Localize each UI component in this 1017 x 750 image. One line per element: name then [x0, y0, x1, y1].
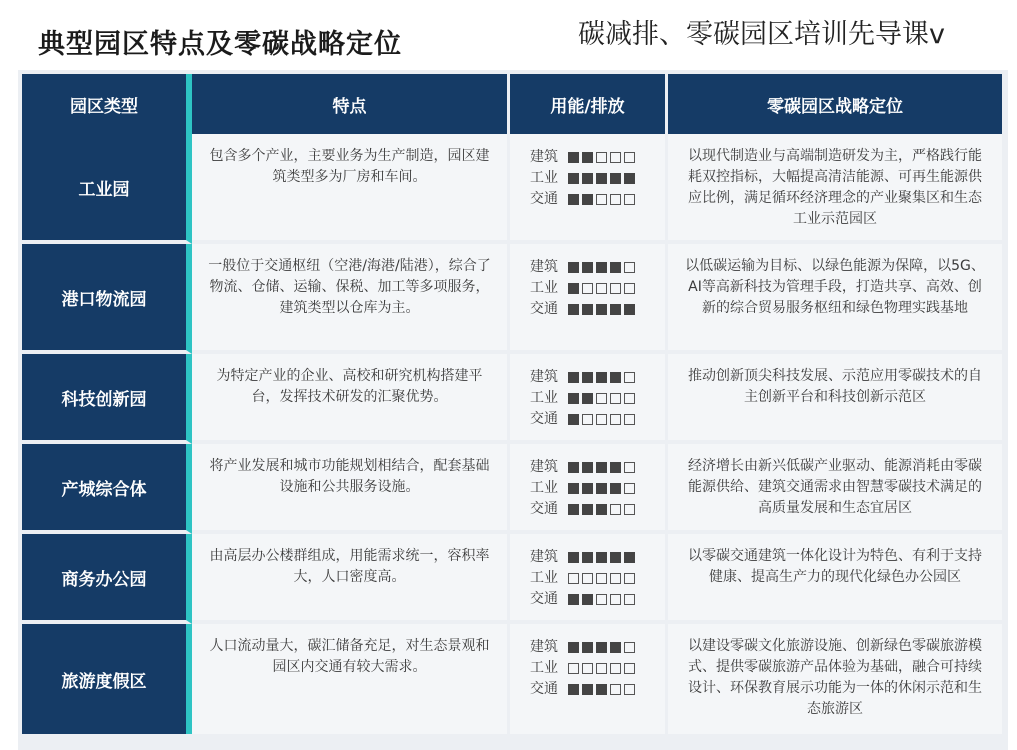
- zone-type-cell: 产城综合体: [22, 444, 192, 534]
- energy-label: 建筑: [530, 459, 558, 475]
- filled-square-icon: [582, 173, 593, 184]
- zone-type-cell: 科技创新园: [22, 354, 192, 444]
- filled-square-icon: [582, 483, 593, 494]
- filled-square-icon: [568, 393, 579, 404]
- features-cell: [192, 534, 510, 624]
- filled-square-icon: [610, 262, 621, 273]
- empty-square-icon: [610, 152, 621, 163]
- empty-square-icon: [610, 414, 621, 425]
- empty-square-icon: [624, 462, 635, 473]
- filled-square-icon: [596, 483, 607, 494]
- empty-square-icon: [610, 663, 621, 674]
- empty-square-icon: [624, 372, 635, 383]
- energy-rating-line: [530, 299, 665, 320]
- energy-label: 交通: [530, 191, 558, 207]
- empty-square-icon: [610, 573, 621, 584]
- empty-square-icon: [582, 283, 593, 294]
- strategy-cell: [668, 534, 1002, 624]
- table-row: [22, 134, 1002, 244]
- filled-square-icon: [596, 552, 607, 563]
- strategy-cell: [668, 244, 1002, 354]
- features-text: 将产业发展和城市功能规划相结合，配套基础设施和公共服务设施。: [209, 458, 490, 495]
- strategy-text: 以低碳运输为目标、以绿色能源为保障，以5G、AI等高新科技为管理手段，打造共享、高效、创新的综合贸易服务枢纽和绿色物理实践基地: [685, 258, 985, 316]
- zone-type-cell: 港口物流园: [22, 244, 192, 354]
- empty-square-icon: [596, 573, 607, 584]
- empty-square-icon: [624, 684, 635, 695]
- empty-square-icon: [596, 414, 607, 425]
- strategy-cell: [668, 444, 1002, 534]
- filled-square-icon: [568, 372, 579, 383]
- energy-cell: [510, 244, 668, 354]
- energy-label: 工业: [530, 570, 558, 586]
- energy-label: 建筑: [530, 549, 558, 565]
- filled-square-icon: [582, 462, 593, 473]
- energy-rating-line: [530, 409, 665, 430]
- energy-label: 交通: [530, 411, 558, 427]
- energy-rating-line: [530, 658, 665, 679]
- empty-square-icon: [624, 194, 635, 205]
- column-header-strategy: 零碳园区战略定位: [668, 74, 1002, 134]
- energy-label: 交通: [530, 681, 558, 697]
- energy-rating-line: [530, 189, 665, 210]
- energy-rating-line: [530, 679, 665, 700]
- empty-square-icon: [624, 393, 635, 404]
- filled-square-icon: [568, 594, 579, 605]
- empty-square-icon: [582, 573, 593, 584]
- empty-square-icon: [582, 663, 593, 674]
- features-text: 包含多个产业，主要业务为生产制造，园区建筑类型多为厂房和车间。: [209, 148, 490, 185]
- filled-square-icon: [596, 372, 607, 383]
- features-cell: [192, 134, 510, 244]
- filled-square-icon: [610, 462, 621, 473]
- filled-square-icon: [568, 262, 579, 273]
- filled-square-icon: [582, 642, 593, 653]
- filled-square-icon: [624, 304, 635, 315]
- strategy-text: 经济增长由新兴低碳产业驱动、能源消耗由零碳能源供给、建筑交通需求由智慧零碳技术满足的高质量发展和生态宜居区: [688, 458, 982, 516]
- filled-square-icon: [568, 483, 579, 494]
- table-row: [22, 444, 1002, 534]
- energy-cell: [510, 534, 668, 624]
- energy-label: 工业: [530, 280, 558, 296]
- energy-cell: [510, 624, 668, 734]
- table-row: [22, 624, 1002, 734]
- table-row: [22, 244, 1002, 354]
- filled-square-icon: [568, 462, 579, 473]
- energy-rating-line: [530, 568, 665, 589]
- filled-square-icon: [596, 642, 607, 653]
- energy-rating-line: [530, 367, 665, 388]
- energy-rating-line: [530, 147, 665, 168]
- energy-rating-line: [530, 257, 665, 278]
- energy-label: 交通: [530, 591, 558, 607]
- energy-cell: [510, 444, 668, 534]
- filled-square-icon: [596, 173, 607, 184]
- energy-rating-line: [530, 478, 665, 499]
- empty-square-icon: [610, 194, 621, 205]
- filled-square-icon: [624, 173, 635, 184]
- energy-label: 工业: [530, 170, 558, 186]
- energy-label: 建筑: [530, 149, 558, 165]
- empty-square-icon: [568, 573, 579, 584]
- table-row: [22, 534, 1002, 624]
- column-header-features: 特点: [192, 74, 510, 134]
- energy-cell: [510, 134, 668, 244]
- energy-label: 工业: [530, 660, 558, 676]
- table-row: [22, 354, 1002, 444]
- zone-type-cell: 旅游度假区: [22, 624, 192, 734]
- filled-square-icon: [596, 504, 607, 515]
- energy-cell: [510, 354, 668, 444]
- filled-square-icon: [568, 304, 579, 315]
- filled-square-icon: [582, 504, 593, 515]
- zone-table: [22, 74, 1002, 734]
- energy-label: 交通: [530, 301, 558, 317]
- column-header-energy: 用能/排放: [510, 74, 668, 134]
- filled-square-icon: [610, 483, 621, 494]
- filled-square-icon: [568, 283, 579, 294]
- filled-square-icon: [568, 504, 579, 515]
- strategy-cell: [668, 134, 1002, 244]
- filled-square-icon: [624, 552, 635, 563]
- filled-square-icon: [610, 642, 621, 653]
- strategy-text: 以建设零碳文化旅游设施、创新绿色零碳旅游模式、提供零碳旅游产品体验为基础，融合可持续设计、环保教育展示功能为一体的休闲示范和生态旅游区: [688, 638, 982, 717]
- filled-square-icon: [610, 372, 621, 383]
- strategy-text: 以现代制造业与高端制造研发为主，严格践行能耗双控指标，大幅提高清洁能源、可再生能源供应比例，满足循环经济理念的产业聚集区和生态工业示范园区: [688, 148, 982, 227]
- filled-square-icon: [610, 552, 621, 563]
- empty-square-icon: [624, 283, 635, 294]
- features-cell: [192, 624, 510, 734]
- strategy-cell: [668, 354, 1002, 444]
- empty-square-icon: [596, 152, 607, 163]
- empty-square-icon: [624, 642, 635, 653]
- filled-square-icon: [582, 262, 593, 273]
- empty-square-icon: [624, 483, 635, 494]
- empty-square-icon: [624, 414, 635, 425]
- empty-square-icon: [624, 663, 635, 674]
- empty-square-icon: [610, 504, 621, 515]
- filled-square-icon: [582, 684, 593, 695]
- filled-square-icon: [568, 414, 579, 425]
- empty-square-icon: [624, 594, 635, 605]
- strategy-text: 以零碳交通建筑一体化设计为特色、有利于支持健康、提高生产力的现代化绿色办公园区: [688, 548, 982, 585]
- empty-square-icon: [610, 283, 621, 294]
- filled-square-icon: [568, 552, 579, 563]
- energy-rating-line: [530, 547, 665, 568]
- energy-label: 工业: [530, 390, 558, 406]
- filled-square-icon: [568, 684, 579, 695]
- empty-square-icon: [610, 594, 621, 605]
- filled-square-icon: [582, 393, 593, 404]
- filled-square-icon: [596, 462, 607, 473]
- strategy-cell: [668, 624, 1002, 734]
- filled-square-icon: [568, 642, 579, 653]
- filled-square-icon: [582, 372, 593, 383]
- features-text: 人口流动量大，碳汇储备充足，对生态景观和园区内交通有较大需求。: [209, 638, 490, 675]
- empty-square-icon: [596, 283, 607, 294]
- empty-square-icon: [568, 663, 579, 674]
- empty-square-icon: [596, 194, 607, 205]
- zone-type-cell: 商务办公园: [22, 534, 192, 624]
- empty-square-icon: [596, 594, 607, 605]
- energy-label: 交通: [530, 501, 558, 517]
- zone-type-cell: 工业园: [22, 134, 192, 244]
- filled-square-icon: [596, 684, 607, 695]
- energy-rating-line: [530, 388, 665, 409]
- filled-square-icon: [582, 304, 593, 315]
- empty-square-icon: [624, 573, 635, 584]
- filled-square-icon: [582, 594, 593, 605]
- filled-square-icon: [610, 173, 621, 184]
- features-text: 由高层办公楼群组成，用能需求统一，容积率大，人口密度高。: [209, 548, 490, 585]
- features-text: 为特定产业的企业、高校和研究机构搭建平台，发挥技术研发的汇聚优势。: [216, 368, 483, 405]
- filled-square-icon: [568, 173, 579, 184]
- filled-square-icon: [568, 194, 579, 205]
- filled-square-icon: [582, 552, 593, 563]
- empty-square-icon: [610, 684, 621, 695]
- features-cell: [192, 244, 510, 354]
- filled-square-icon: [582, 152, 593, 163]
- empty-square-icon: [624, 152, 635, 163]
- empty-square-icon: [610, 393, 621, 404]
- energy-rating-line: [530, 168, 665, 189]
- energy-label: 建筑: [530, 639, 558, 655]
- energy-label: 建筑: [530, 259, 558, 275]
- features-cell: [192, 354, 510, 444]
- energy-label: 工业: [530, 480, 558, 496]
- filled-square-icon: [582, 194, 593, 205]
- energy-rating-line: [530, 278, 665, 299]
- page-title: 典型园区特点及零碳战略定位: [38, 29, 402, 60]
- strategy-text: 推动创新顶尖科技发展、示范应用零碳技术的自主创新平台和科技创新示范区: [688, 368, 982, 405]
- energy-rating-line: [530, 499, 665, 520]
- filled-square-icon: [610, 304, 621, 315]
- empty-square-icon: [596, 393, 607, 404]
- energy-rating-line: [530, 637, 665, 658]
- energy-rating-line: [530, 589, 665, 610]
- empty-square-icon: [596, 663, 607, 674]
- features-cell: [192, 444, 510, 534]
- empty-square-icon: [624, 262, 635, 273]
- empty-square-icon: [624, 504, 635, 515]
- column-header-type: 园区类型: [22, 74, 192, 134]
- course-title: 碳减排、零碳园区培训先导课v: [578, 19, 945, 50]
- filled-square-icon: [596, 304, 607, 315]
- features-text: 一般位于交通枢纽（空港/海港/陆港），综合了物流、仓储、运输、保税、加工等多项服务，建筑类型以仓库为主。: [208, 258, 491, 316]
- energy-label: 建筑: [530, 369, 558, 385]
- filled-square-icon: [596, 262, 607, 273]
- table-header-row: [22, 74, 1002, 134]
- empty-square-icon: [582, 414, 593, 425]
- filled-square-icon: [568, 152, 579, 163]
- energy-rating-line: [530, 457, 665, 478]
